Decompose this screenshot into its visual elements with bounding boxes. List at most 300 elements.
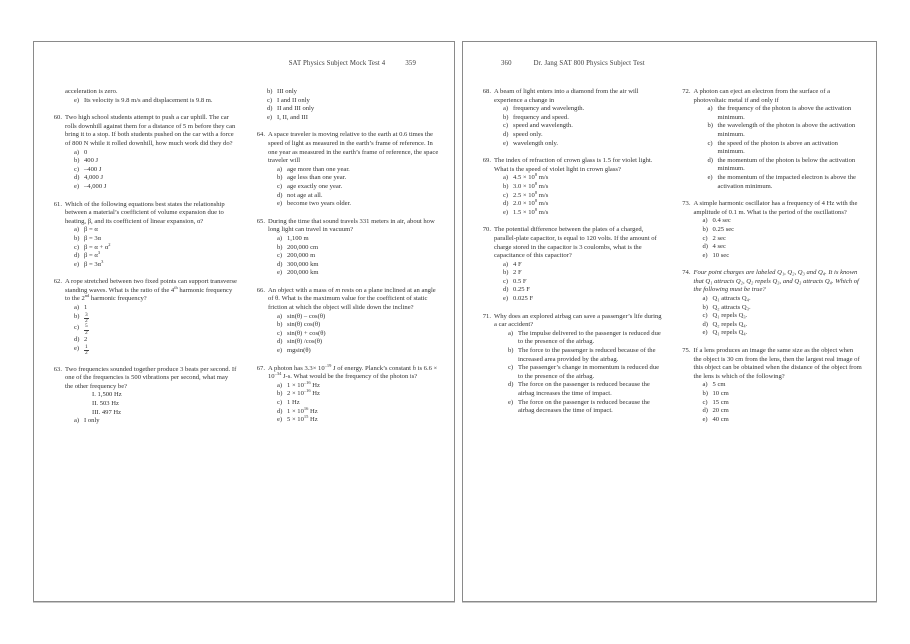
choice-label: d) xyxy=(702,407,708,415)
question-text xyxy=(268,362,440,382)
choice-text: Q₂ attracts Q₃. xyxy=(712,303,751,311)
carryover-line: acceleration is zero. xyxy=(65,88,118,95)
choice-text-line2: displacement is 9.8 m. xyxy=(153,96,213,104)
choice-label: e) xyxy=(503,208,509,216)
choice-item[interactable] xyxy=(503,131,663,140)
question-number: 72. xyxy=(682,88,691,95)
question-text-part4: J-s. What would be the frequency of the photon is? xyxy=(281,373,418,381)
question-69 xyxy=(477,157,663,217)
choice-list xyxy=(477,105,663,148)
question-number: 70. xyxy=(482,226,491,234)
choice-item[interactable] xyxy=(74,304,237,313)
choice-item[interactable] xyxy=(74,324,237,336)
choice-text: sin(θ) – cos(θ) xyxy=(287,312,326,320)
choice-text: The impulse delivered to the passenger is reduced due to the presence of the airbag. xyxy=(518,329,661,346)
choice-item[interactable] xyxy=(708,174,863,191)
question-71 xyxy=(477,313,663,416)
left-column-1 xyxy=(48,88,237,435)
choice-text: $1 \times 10^{16}$ Hz xyxy=(287,405,318,415)
choice-label: c) xyxy=(702,312,708,320)
exponent: 15 xyxy=(303,414,309,419)
choice-text: 300,000 km xyxy=(287,260,319,268)
choice-text: $5 \times 10^{15}$ Hz xyxy=(287,414,318,424)
choice-text: speed only. xyxy=(513,130,543,138)
choice-list xyxy=(677,381,863,424)
choice-text: sin(θ) /cos(θ) xyxy=(287,338,323,346)
question-number: 71. xyxy=(482,312,491,320)
roman-item: II. 503 Hz xyxy=(92,400,119,408)
choice-item[interactable] xyxy=(277,166,440,175)
choice-list xyxy=(477,330,663,416)
choice-item[interactable] xyxy=(74,313,237,325)
choice-item[interactable] xyxy=(703,381,863,390)
fraction-numerator: 1 xyxy=(85,343,88,350)
choice-text: I and II only xyxy=(277,96,310,104)
choice-item[interactable] xyxy=(74,417,237,426)
choice-label: a) xyxy=(508,329,514,337)
choice-text: III only xyxy=(277,88,297,95)
choice-label: b) xyxy=(702,390,708,397)
choice-text: sin(θ) + cos(θ) xyxy=(287,329,326,337)
question-number: 64. xyxy=(256,131,265,139)
question-text: If a lens produces an image the same size as the object when the object is 30 cm from the lens, then the largest real image of this object can be obtained when the distance of the object from the lens is which of the following? xyxy=(693,347,862,380)
choice-text: 1 xyxy=(84,304,88,312)
question-text: The potential difference between the plates of a charged, parallel-plate capacitor, is equal to 120 volts. If the amount of charge stored in the capacitor is 3 coulombs, what is the capacitance of this capacitor? xyxy=(494,226,657,260)
question-text-part3: harmonic frequency? xyxy=(89,295,147,303)
choice-text: The passenger’s change in momentum is reduced due to the presence of the airbag. xyxy=(518,364,660,380)
question-number: 73. xyxy=(682,200,691,208)
fraction xyxy=(84,345,89,357)
question-text: A space traveler is moving relative to the earth at 0.6 times the speed of light as measured in the earth’s frame of reference. In one year as measured in the earth’s frame of reference, the space traveler will xyxy=(268,131,439,165)
question-text: During the time that sound travels 331 meters in air, about how long light can travel in vacuum? xyxy=(268,217,435,234)
choice-item[interactable] xyxy=(508,347,663,364)
choice-item[interactable] xyxy=(74,345,237,357)
choice-label: b) xyxy=(267,88,273,95)
choice-label: d) xyxy=(74,174,80,182)
exponent: 8 xyxy=(534,180,538,186)
choice-label: e) xyxy=(503,295,509,303)
choice-list xyxy=(48,304,237,357)
right-column-1 xyxy=(477,88,663,433)
choice-list xyxy=(677,217,863,260)
question-number: 68. xyxy=(482,88,491,95)
exponent: –16 xyxy=(303,388,311,394)
choice-item[interactable] xyxy=(277,261,440,270)
choice-text: Q₁ repels Q₄. xyxy=(712,329,748,337)
choice-text xyxy=(84,97,237,106)
choice-text: The force to the passenger is reduced because of the increased area provided by the airbag. xyxy=(518,347,656,363)
choice-label: b) xyxy=(74,312,80,320)
choice-item[interactable] xyxy=(708,157,863,174)
question-number: 75. xyxy=(682,347,691,355)
choice-text: Q₁ attracts Q₄. xyxy=(712,295,751,303)
choice-item[interactable] xyxy=(74,249,237,261)
choice-item[interactable] xyxy=(277,321,440,330)
choice-text: frequency and wavelength. xyxy=(513,105,585,113)
exponent: 8 xyxy=(534,172,538,178)
choice-text: 0.25 F xyxy=(513,286,530,294)
choice-label: d) xyxy=(503,200,509,208)
question-number: 65. xyxy=(256,217,265,225)
choice-label: b) xyxy=(503,182,509,190)
choice-item[interactable] xyxy=(503,105,663,114)
choice-item[interactable] xyxy=(74,149,237,158)
choice-text: 2 xyxy=(84,336,88,344)
question-73 xyxy=(677,200,863,260)
choice-text: $2 \times 10^{-16}$ Hz xyxy=(287,388,320,398)
choice-item[interactable] xyxy=(277,416,440,425)
choice-text: 4 F xyxy=(513,260,522,268)
question-text-part2: rests on a plane inclined at an angle of θ. What is the maximum value for the coefficient of static friction at which the object will slide down the incline? xyxy=(268,286,436,312)
choice-item[interactable] xyxy=(503,278,663,287)
choice-label: d) xyxy=(503,286,509,294)
choice-text: mgsin(θ) xyxy=(287,347,311,355)
choice-text: age more than one year. xyxy=(287,165,350,173)
choice-label: e) xyxy=(503,139,509,147)
choice-text: 4,000 J xyxy=(84,174,104,182)
question-62 xyxy=(48,278,237,356)
choice-item[interactable] xyxy=(74,183,237,192)
choice-text: the wavelength of the photon is above the activation minimum. xyxy=(717,122,856,138)
choice-item[interactable] xyxy=(503,122,663,131)
choice-item[interactable] xyxy=(277,183,440,192)
choice-item[interactable] xyxy=(74,97,237,106)
choice-label: c) xyxy=(508,364,514,372)
choice-item[interactable] xyxy=(508,399,663,416)
choice-text: 200,000 cm xyxy=(287,243,319,251)
choice-text: $\beta = 3\alpha^3$ xyxy=(84,258,104,268)
choice-item[interactable] xyxy=(277,200,440,209)
question-text-part2: harmonic frequency to the 2 xyxy=(65,286,233,303)
question-66 xyxy=(251,287,440,356)
choice-text: 20 cm xyxy=(712,407,729,415)
choice-label: c) xyxy=(74,243,80,251)
choice-item[interactable] xyxy=(703,217,863,226)
choice-item[interactable] xyxy=(708,105,863,122)
running-head-right xyxy=(477,60,862,80)
choice-item[interactable] xyxy=(503,189,663,201)
choice-label: e) xyxy=(277,200,283,208)
right-column-2 xyxy=(677,88,863,433)
question-text: Why does an explored airbag can save a passenger’s life during a car accident? xyxy=(494,312,662,329)
question-75 xyxy=(677,347,863,424)
choice-item[interactable] xyxy=(503,114,663,123)
choice-item[interactable] xyxy=(277,347,440,356)
choice-item[interactable] xyxy=(703,416,863,425)
question-60 xyxy=(48,114,237,191)
choice-text: II and III only xyxy=(277,105,315,113)
choice-item[interactable] xyxy=(703,407,863,416)
question-61 xyxy=(48,201,237,270)
choice-item[interactable] xyxy=(703,243,863,252)
choice-label: d) xyxy=(277,191,283,199)
choice-item[interactable] xyxy=(503,174,663,183)
running-head-title: SAT Physics Subject Mock Test 4 xyxy=(288,60,386,67)
choice-label: a) xyxy=(503,105,509,113)
exponent: –34 xyxy=(274,371,282,377)
choice-text: $\beta = \alpha + \alpha^2$ xyxy=(84,241,111,251)
right-page-columns xyxy=(477,88,862,433)
choice-item[interactable] xyxy=(708,140,863,157)
choice-text: $1.5 \times 10^8$ m/s xyxy=(513,206,549,216)
question-number: 66. xyxy=(256,286,265,294)
choice-item[interactable] xyxy=(703,321,863,330)
choice-label: a) xyxy=(277,381,283,389)
carryover-question-59 xyxy=(48,88,237,105)
choice-label: d) xyxy=(277,407,283,415)
choice-item[interactable] xyxy=(503,206,663,218)
choice-item[interactable] xyxy=(503,269,663,278)
choice-label: d) xyxy=(267,105,273,113)
choice-list xyxy=(677,295,863,338)
question-text-part3: is 6.6 × 10 xyxy=(268,364,438,381)
choice-item[interactable] xyxy=(277,192,440,201)
choice-label: b) xyxy=(277,390,283,398)
variable-h: h xyxy=(412,364,416,372)
choice-label: d) xyxy=(503,130,509,138)
choice-item[interactable] xyxy=(703,252,863,261)
choice-item[interactable] xyxy=(74,174,237,183)
choice-label: e) xyxy=(702,415,708,423)
choice-item[interactable] xyxy=(703,226,863,235)
choice-text: 200,000 km xyxy=(287,269,319,277)
choice-text: 10 sec xyxy=(712,251,730,259)
choice-text: –4,000 J xyxy=(84,182,107,190)
fraction-numerator: 3 xyxy=(85,311,88,318)
choice-text: 2 sec xyxy=(712,234,726,242)
question-number: 61. xyxy=(53,200,62,208)
choice-label: e) xyxy=(277,269,283,277)
choice-item[interactable] xyxy=(277,244,440,253)
choice-item[interactable] xyxy=(74,166,237,175)
choice-label: d) xyxy=(702,243,708,251)
choice-item[interactable] xyxy=(508,330,663,347)
choice-label: e) xyxy=(702,251,708,259)
choice-text: 5 cm xyxy=(712,381,726,389)
choice-text: wavelength only. xyxy=(513,139,558,147)
choice-item[interactable] xyxy=(267,88,440,97)
choice-item[interactable] xyxy=(708,122,863,139)
choice-text: 1,100 m xyxy=(287,234,309,242)
choice-label: c) xyxy=(277,329,283,337)
choice-item[interactable] xyxy=(277,390,440,399)
choice-text: Q₂ repels Q₄. xyxy=(712,320,748,328)
choice-label: c) xyxy=(267,96,273,104)
choice-item[interactable] xyxy=(503,295,663,304)
choice-label: b) xyxy=(503,113,509,121)
choice-text: $4.5 \times 10^8$ m/s xyxy=(513,172,549,182)
ordinal-suffix: nd xyxy=(84,293,90,299)
fraction-denominator: 2 xyxy=(85,318,88,325)
choice-item[interactable] xyxy=(503,140,663,149)
question-text: Two frequencies sounded together produce 3 beats per second. If one of the frequencies is 500 vibrations per second, what may the other frequency be? xyxy=(65,365,237,390)
choice-text: β = α xyxy=(84,226,98,234)
choice-label: c) xyxy=(702,398,708,406)
choice-text: the frequency of the photon is above the activation minimum. xyxy=(717,105,852,121)
page-359 xyxy=(33,41,455,602)
choice-text: 400 J xyxy=(84,157,99,165)
choice-label: a) xyxy=(707,105,713,113)
choice-label: c) xyxy=(707,139,713,147)
question-72 xyxy=(677,88,863,191)
choice-list xyxy=(251,235,440,278)
choice-item[interactable] xyxy=(277,252,440,261)
choice-item[interactable] xyxy=(503,261,663,270)
choice-label: b) xyxy=(74,157,80,165)
exponent: –19 xyxy=(324,362,332,368)
question-text xyxy=(65,278,237,304)
left-page-columns xyxy=(48,88,440,435)
choice-item[interactable] xyxy=(277,338,440,347)
carryover-choices-question-63 xyxy=(251,88,440,122)
choice-list xyxy=(251,166,440,209)
page-number: 359 xyxy=(405,60,416,67)
choice-label: b) xyxy=(503,269,509,277)
choice-list xyxy=(251,379,440,425)
choice-label: c) xyxy=(74,324,80,332)
choice-label: d) xyxy=(74,252,80,260)
choice-item[interactable] xyxy=(503,286,663,295)
question-number: 63. xyxy=(53,365,62,373)
choice-list xyxy=(48,149,237,192)
fraction-numerator: 5 xyxy=(85,323,88,330)
question-text: A beam of light enters into a diamond from the air will experience a change in xyxy=(494,88,639,104)
roman-item: I. 1,500 Hz xyxy=(92,391,122,399)
question-number: 69. xyxy=(482,157,491,165)
choice-item[interactable] xyxy=(703,329,863,338)
choice-label: c) xyxy=(277,399,283,406)
choice-label: c) xyxy=(503,122,509,130)
choice-label: b) xyxy=(277,174,283,182)
exponent: 8 xyxy=(534,206,538,212)
choice-text: age exactly one year. xyxy=(287,182,343,190)
running-head-left xyxy=(48,60,440,80)
choice-item[interactable] xyxy=(267,105,440,114)
choice-text: β = 3α xyxy=(84,234,102,242)
choice-label: c) xyxy=(277,252,283,260)
choice-text xyxy=(84,313,237,325)
choice-item[interactable] xyxy=(703,312,863,321)
choice-label: e) xyxy=(74,96,80,104)
question-text-part1: A photon has 3.3× 10 xyxy=(268,364,325,372)
choice-item[interactable] xyxy=(508,364,663,381)
choice-label: b) xyxy=(702,225,708,233)
choice-label: a) xyxy=(503,174,509,182)
choice-label: a) xyxy=(702,295,708,303)
choice-text: 0.025 F xyxy=(513,295,534,303)
question-63 xyxy=(48,366,237,426)
choice-text: I, II, and III xyxy=(277,113,308,121)
choice-text: sin(θ) cos(θ) xyxy=(287,321,321,329)
choice-label: e) xyxy=(508,398,514,406)
choice-label: a) xyxy=(74,417,80,425)
ordinal-suffix: th xyxy=(174,284,178,290)
choice-item[interactable] xyxy=(277,405,440,417)
choice-text: –400 J xyxy=(84,165,102,173)
choice-text: $2.5 \times 10^8$ m/s xyxy=(513,189,549,199)
choice-label: e) xyxy=(74,182,80,190)
choice-label: c) xyxy=(503,277,509,285)
choice-item[interactable] xyxy=(277,174,440,183)
question-number: 74. xyxy=(682,269,691,277)
choice-item[interactable] xyxy=(703,295,863,304)
choice-item[interactable] xyxy=(277,330,440,339)
choice-label: a) xyxy=(702,217,708,225)
roman-item: III. 497 Hz xyxy=(92,408,122,416)
choice-text xyxy=(84,345,237,357)
choice-text: age less than one year. xyxy=(287,174,347,182)
choice-text: $\beta = \alpha^3$ xyxy=(84,249,101,260)
choice-label: d) xyxy=(277,338,283,346)
choice-text: The force on the passenger is reduced because the airbag decreases the time of impact. xyxy=(518,398,650,415)
choice-item[interactable] xyxy=(508,381,663,398)
choice-label: a) xyxy=(74,304,80,312)
choice-text: not age at all. xyxy=(287,191,323,199)
choice-label: e) xyxy=(702,329,708,337)
question-number: 60. xyxy=(53,114,62,122)
choice-text: 15 cm xyxy=(712,398,729,406)
question-text xyxy=(268,287,440,313)
question-number: 67. xyxy=(256,364,265,372)
question-65 xyxy=(251,218,440,278)
choice-label: a) xyxy=(74,226,80,234)
choice-item[interactable] xyxy=(703,304,863,313)
choice-text xyxy=(84,324,237,336)
question-number: 62. xyxy=(53,278,62,286)
choice-list xyxy=(251,313,440,356)
question-74 xyxy=(677,269,863,338)
choice-text: the speed of the photon is above an activation minimum. xyxy=(717,139,838,156)
choice-label: b) xyxy=(707,122,713,130)
choice-item[interactable] xyxy=(703,235,863,244)
choice-item[interactable] xyxy=(277,235,440,244)
choice-item[interactable] xyxy=(74,226,237,235)
exponent: 16 xyxy=(303,405,309,411)
choice-label: d) xyxy=(707,156,713,164)
choice-item[interactable] xyxy=(703,390,863,399)
choice-item[interactable] xyxy=(74,157,237,166)
choice-text: 10 cm xyxy=(712,390,729,397)
choice-label: a) xyxy=(702,381,708,389)
choice-item[interactable] xyxy=(277,269,440,278)
choice-text: 40 cm xyxy=(712,415,729,423)
choice-label: c) xyxy=(503,191,509,199)
choice-list xyxy=(48,226,237,269)
choice-item[interactable] xyxy=(703,399,863,408)
choice-text: 0.5 F xyxy=(513,277,527,285)
choice-item[interactable] xyxy=(503,197,663,209)
choice-item[interactable] xyxy=(277,313,440,322)
question-text: Which of the following equations best states the relationship between a material’s coefficient of volume expansion due to heating, β, and its coefficient of linear expansion, α? xyxy=(65,200,225,225)
choice-label: c) xyxy=(702,234,708,242)
page-number: 360 xyxy=(501,60,512,67)
fraction xyxy=(84,324,89,336)
choice-label: a) xyxy=(277,312,283,320)
choice-item[interactable] xyxy=(74,336,237,345)
choice-text: the momentum of the photon is below the activation minimum. xyxy=(717,156,856,173)
choice-text: $2.0 \times 10^8$ m/s xyxy=(513,197,549,208)
question-67 xyxy=(251,362,440,425)
choice-item[interactable] xyxy=(267,114,440,123)
choice-text: The force on the passenger is reduced because the airbag increases the time of impact. xyxy=(518,381,650,397)
choice-item[interactable] xyxy=(74,258,237,270)
question-text-part2: J of energy. Planck’s constant xyxy=(331,364,413,372)
choice-label: a) xyxy=(277,234,283,242)
choice-text: 200,000 m xyxy=(287,252,316,260)
choice-list xyxy=(48,417,237,426)
choice-item[interactable] xyxy=(267,97,440,106)
question-text: A photon can eject an electron from the surface of a photovoltaic metal if and only if xyxy=(693,88,831,104)
